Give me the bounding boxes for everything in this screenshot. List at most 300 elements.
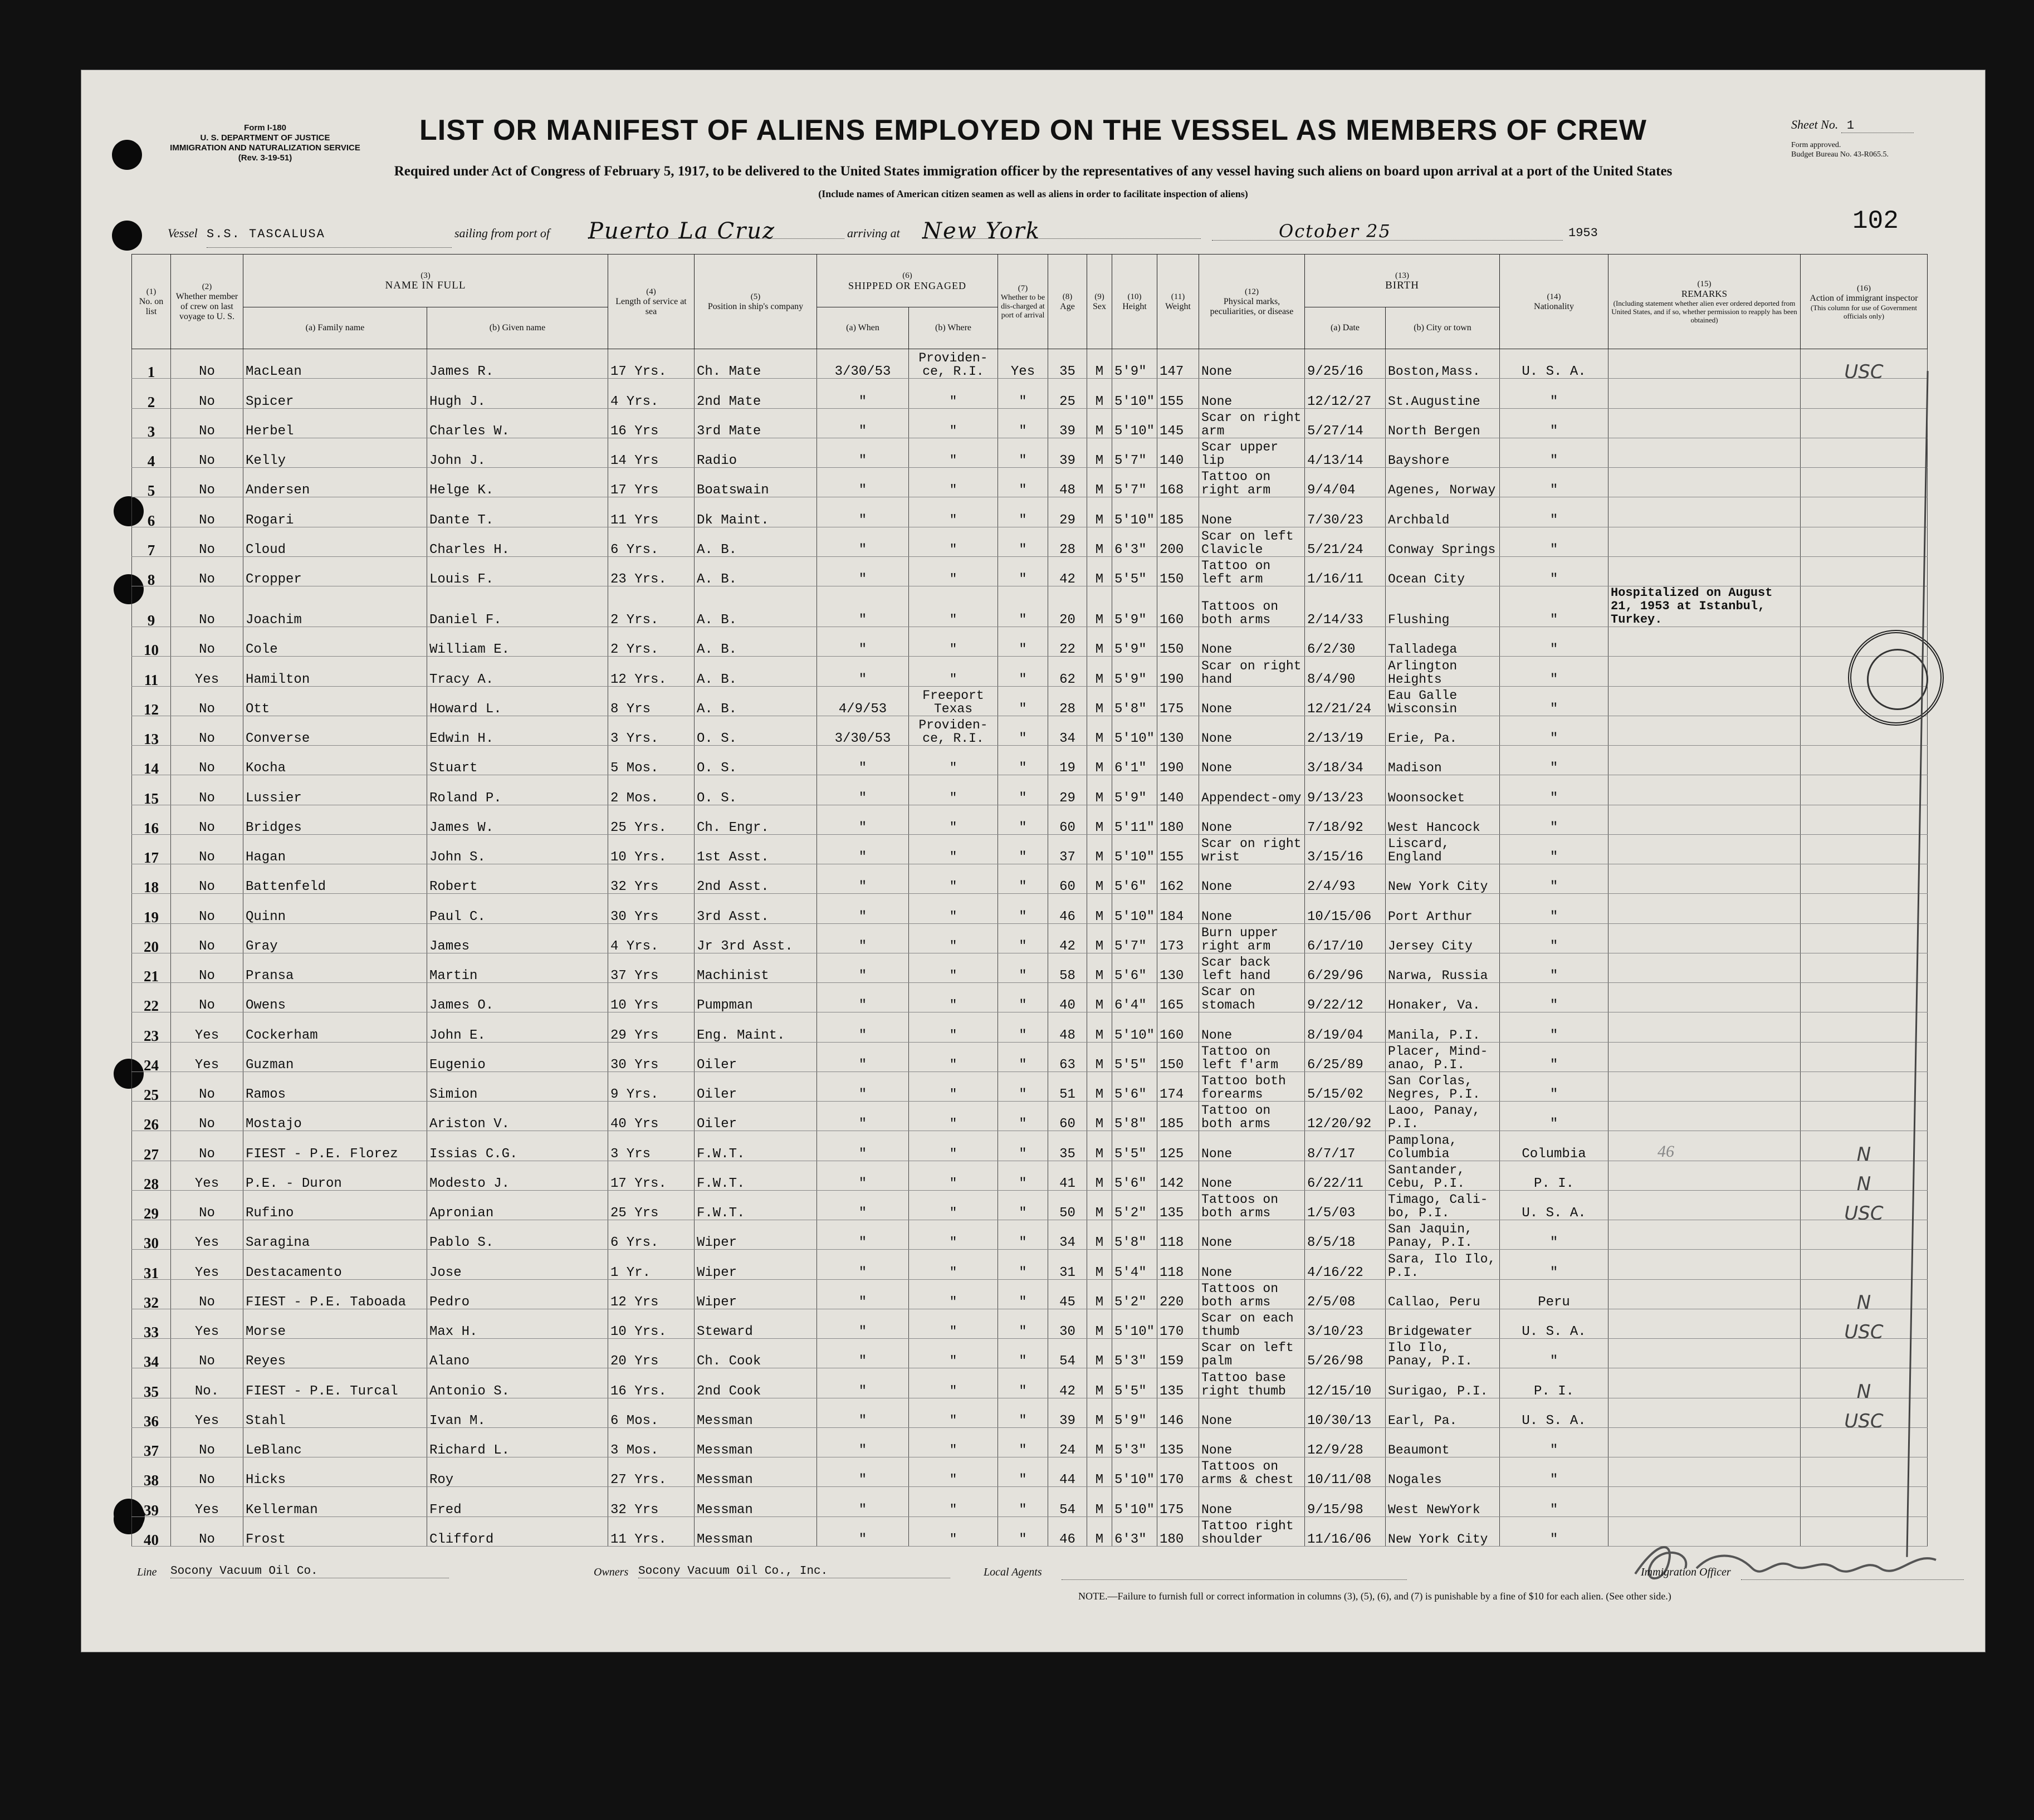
cell-weight: 165: [1157, 983, 1199, 1012]
cell-row-number: 7: [132, 527, 171, 556]
cell-family-name: Ramos: [243, 1072, 427, 1101]
cell-weight: 170: [1157, 1309, 1199, 1338]
cell-physical-marks: Scar on left palm: [1199, 1339, 1305, 1368]
cell-discharged: ": [998, 1339, 1048, 1368]
cell-service-length: 37 Yrs: [608, 953, 695, 982]
cell-given-name: Edwin H.: [427, 716, 608, 745]
cell-height: 5'7": [1112, 468, 1157, 497]
cell-family-name: Rogari: [243, 497, 427, 527]
table-row: [132, 894, 1928, 923]
cell-height: 5'5": [1112, 1368, 1157, 1398]
cell-inspector-action: [1801, 586, 1928, 627]
cell-last-voyage: No: [171, 746, 243, 775]
cell-position: Oiler: [695, 1072, 817, 1101]
cell-nationality: ": [1500, 1220, 1608, 1250]
cell-given-name: William E.: [427, 627, 608, 657]
cell-family-name: Cockerham: [243, 1012, 427, 1042]
cell-nationality: ": [1500, 379, 1608, 408]
cell-birth-city: West NewYork: [1386, 1487, 1500, 1516]
cell-birth-city: Bayshore: [1386, 438, 1500, 467]
cell-age: 37: [1048, 834, 1087, 864]
cell-sex: M: [1087, 527, 1112, 556]
cell-height: 5'5": [1112, 1131, 1157, 1161]
cell-shipped-where: ": [909, 775, 998, 805]
cell-given-name: James: [427, 923, 608, 953]
cell-physical-marks: Tattoo on both arms: [1199, 1102, 1305, 1131]
cell-birth-date: 6/29/96: [1305, 953, 1386, 982]
cell-last-voyage: Yes: [171, 1012, 243, 1042]
col-header-action: (16) Action of immigrant inspector (This column for use of Government officials only): [1801, 255, 1928, 349]
cell-birth-city: Placer, Mind-anao, P.I.: [1386, 1042, 1500, 1072]
table-row: [132, 1161, 1928, 1190]
cell-weight: 125: [1157, 1131, 1199, 1161]
cell-service-length: 16 Yrs: [608, 408, 695, 438]
cell-birth-date: 9/15/98: [1305, 1487, 1386, 1516]
cell-height: 5'10": [1112, 379, 1157, 408]
cell-birth-city: Santander, Cebu, P.I.: [1386, 1161, 1500, 1190]
cell-last-voyage: No: [171, 497, 243, 527]
cell-birth-date: 5/21/24: [1305, 527, 1386, 556]
cell-sex: M: [1087, 657, 1112, 686]
cell-birth-city: Flushing: [1386, 586, 1500, 627]
table-row: [132, 527, 1928, 556]
footer-line: [137, 1563, 1975, 1585]
cell-remarks: [1608, 1012, 1801, 1042]
vessel-name: S.S. TASCALUSA: [207, 227, 452, 248]
cell-remarks: [1608, 627, 1801, 657]
cell-height: 5'8": [1112, 1220, 1157, 1250]
cell-row-number: 17: [132, 834, 171, 864]
cell-family-name: Saragina: [243, 1220, 427, 1250]
cell-nationality: ": [1500, 894, 1608, 923]
cell-weight: 174: [1157, 1072, 1199, 1101]
cell-nationality: ": [1500, 923, 1608, 953]
cell-birth-city: North Bergen: [1386, 408, 1500, 438]
cell-height: 5'9": [1112, 349, 1157, 379]
cell-remarks: [1608, 379, 1801, 408]
cell-nationality: U. S. A.: [1500, 1190, 1608, 1220]
cell-row-number: 21: [132, 953, 171, 982]
cell-given-name: Howard L.: [427, 686, 608, 716]
cell-position: 1st Asst.: [695, 834, 817, 864]
cell-height: 5'10": [1112, 894, 1157, 923]
cell-height: 5'10": [1112, 716, 1157, 745]
cell-last-voyage: No.: [171, 1368, 243, 1398]
cell-age: 44: [1048, 1457, 1087, 1487]
crew-table-body: [132, 349, 1928, 1547]
col-header-shipped: (6) SHIPPED OR ENGAGED: [817, 255, 998, 307]
cell-discharged: ": [998, 1190, 1048, 1220]
cell-given-name: Eugenio: [427, 1042, 608, 1072]
cell-service-length: 25 Yrs.: [608, 805, 695, 834]
cell-age: 25: [1048, 379, 1087, 408]
cell-shipped-when: ": [817, 586, 909, 627]
cell-weight: 142: [1157, 1161, 1199, 1190]
agents-value: [1062, 1565, 1407, 1580]
cell-weight: 145: [1157, 408, 1199, 438]
cell-physical-marks: Tattoos on both arms: [1199, 1279, 1305, 1309]
cell-discharged: ": [998, 805, 1048, 834]
cell-weight: 170: [1157, 1457, 1199, 1487]
cell-height: 5'7": [1112, 923, 1157, 953]
cell-inspector-action: N: [1801, 1279, 1928, 1309]
cell-nationality: ": [1500, 775, 1608, 805]
cell-inspector-action: [1801, 1339, 1928, 1368]
cell-weight: 180: [1157, 805, 1199, 834]
cell-inspector-action: [1801, 497, 1928, 527]
cell-nationality: ": [1500, 657, 1608, 686]
cell-remarks: [1608, 657, 1801, 686]
cell-service-length: 9 Yrs.: [608, 1072, 695, 1101]
cell-family-name: Cropper: [243, 556, 427, 586]
cell-inspector-action: N: [1801, 1161, 1928, 1190]
col-header-remarks: (15) REMARKS (Including statement whether alien ever ordered deported from United States, and if so, whether permission to reapply has been obtained): [1608, 255, 1801, 349]
cell-physical-marks: None: [1199, 805, 1305, 834]
cell-weight: 160: [1157, 1012, 1199, 1042]
cell-birth-date: 4/13/14: [1305, 438, 1386, 467]
cell-age: 48: [1048, 1012, 1087, 1042]
cell-nationality: ": [1500, 586, 1608, 627]
cell-sex: M: [1087, 1457, 1112, 1487]
cell-row-number: 1: [132, 349, 171, 379]
cell-sex: M: [1087, 497, 1112, 527]
cell-family-name: Frost: [243, 1516, 427, 1546]
cell-shipped-when: ": [817, 864, 909, 894]
cell-shipped-when: ": [817, 1012, 909, 1042]
cell-discharged: ": [998, 408, 1048, 438]
cell-nationality: ": [1500, 1516, 1608, 1546]
cell-birth-city: Timago, Cali-bo, P.I.: [1386, 1190, 1500, 1220]
cell-birth-city: Conway Springs: [1386, 527, 1500, 556]
cell-discharged: ": [998, 556, 1048, 586]
cell-discharged: ": [998, 953, 1048, 982]
cell-discharged: ": [998, 1309, 1048, 1338]
table-row: [132, 983, 1928, 1012]
cell-service-length: 12 Yrs.: [608, 657, 695, 686]
cell-family-name: Gray: [243, 923, 427, 953]
table-row: [132, 586, 1928, 627]
officer-label: Immigration Officer: [1641, 1566, 1731, 1578]
cell-birth-city: Woonsocket: [1386, 775, 1500, 805]
cell-physical-marks: Tattoo on right arm: [1199, 468, 1305, 497]
cell-shipped-when: ": [817, 497, 909, 527]
cell-age: 54: [1048, 1487, 1087, 1516]
table-row: [132, 1487, 1928, 1516]
cell-physical-marks: None: [1199, 1398, 1305, 1427]
cell-shipped-when: ": [817, 657, 909, 686]
table-row: [132, 775, 1928, 805]
cell-weight: 185: [1157, 1102, 1199, 1131]
cell-shipped-when: ": [817, 1220, 909, 1250]
cell-given-name: Daniel F.: [427, 586, 608, 627]
cell-height: 5'7": [1112, 438, 1157, 467]
col-header-last-voyage: (2) Whether member of crew on last voyage to U. S.: [171, 255, 243, 349]
cell-inspector-action: N: [1801, 1131, 1928, 1161]
cell-physical-marks: None: [1199, 1131, 1305, 1161]
cell-sex: M: [1087, 686, 1112, 716]
cell-birth-date: 6/25/89: [1305, 1042, 1386, 1072]
document-subnote: (Include names of American citizen seamen as well as aliens in order to facilitate inspection of aliens): [818, 188, 1248, 199]
cell-birth-date: 1/16/11: [1305, 556, 1386, 586]
cell-shipped-where: ": [909, 556, 998, 586]
cell-given-name: Alano: [427, 1339, 608, 1368]
cell-sex: M: [1087, 894, 1112, 923]
cell-weight: 135: [1157, 1427, 1199, 1457]
cell-service-length: 20 Yrs: [608, 1339, 695, 1368]
table-row: [132, 834, 1928, 864]
cell-weight: 162: [1157, 864, 1199, 894]
cell-given-name: Pablo S.: [427, 1220, 608, 1250]
cell-shipped-where: ": [909, 1220, 998, 1250]
cell-row-number: 15: [132, 775, 171, 805]
cell-physical-marks: None: [1199, 1250, 1305, 1279]
cell-inspector-action: [1801, 864, 1928, 894]
cell-row-number: 13: [132, 716, 171, 745]
cell-weight: 200: [1157, 527, 1199, 556]
cell-weight: 135: [1157, 1190, 1199, 1220]
table-row: [132, 1398, 1928, 1427]
cell-shipped-when: ": [817, 1427, 909, 1457]
owners-label: Owners: [594, 1566, 629, 1578]
cell-shipped-when: ": [817, 1339, 909, 1368]
cell-sex: M: [1087, 1279, 1112, 1309]
cell-nationality: ": [1500, 864, 1608, 894]
cell-remarks: [1608, 1220, 1801, 1250]
cell-physical-marks: Tattoos on arms & chest: [1199, 1457, 1305, 1487]
col-header-marks: (12) Physical marks, peculiarities, or disease: [1199, 255, 1305, 349]
cell-service-length: 4 Yrs.: [608, 379, 695, 408]
cell-birth-date: 7/18/92: [1305, 805, 1386, 834]
cell-nationality: ": [1500, 716, 1608, 745]
cell-physical-marks: Scar on stomach: [1199, 983, 1305, 1012]
cell-given-name: Dante T.: [427, 497, 608, 527]
cell-discharged: ": [998, 1398, 1048, 1427]
col-header-when: (a) When: [817, 307, 909, 349]
cell-position: F.W.T.: [695, 1161, 817, 1190]
table-row: [132, 864, 1928, 894]
table-row: [132, 1368, 1928, 1398]
cell-given-name: Charles H.: [427, 527, 608, 556]
cell-position: 2nd Asst.: [695, 864, 817, 894]
cell-service-length: 12 Yrs: [608, 1279, 695, 1309]
cell-row-number: 31: [132, 1250, 171, 1279]
cell-shipped-where: ": [909, 1190, 998, 1220]
cell-remarks: [1608, 894, 1801, 923]
cell-birth-date: 2/4/93: [1305, 864, 1386, 894]
cell-birth-date: 9/22/12: [1305, 983, 1386, 1012]
cell-shipped-when: ": [817, 438, 909, 467]
cell-family-name: Owens: [243, 983, 427, 1012]
cell-height: 5'6": [1112, 953, 1157, 982]
cell-shipped-where: ": [909, 1131, 998, 1161]
table-row: [132, 468, 1928, 497]
cell-height: 6'1": [1112, 746, 1157, 775]
cell-age: 29: [1048, 497, 1087, 527]
consulate-stamp: [1848, 630, 1944, 726]
cell-physical-marks: Tattoo both forearms: [1199, 1072, 1305, 1101]
owners-value: Socony Vacuum Oil Co., Inc.: [638, 1565, 950, 1578]
cell-service-length: 5 Mos.: [608, 746, 695, 775]
cell-inspector-action: [1801, 953, 1928, 982]
cell-row-number: 38: [132, 1457, 171, 1487]
cell-weight: 175: [1157, 686, 1199, 716]
cell-inspector-action: [1801, 556, 1928, 586]
cell-physical-marks: None: [1199, 686, 1305, 716]
cell-sex: M: [1087, 983, 1112, 1012]
cell-shipped-where: Providen-ce, R.I.: [909, 349, 998, 379]
cell-height: 5'4": [1112, 1250, 1157, 1279]
cell-inspector-action: [1801, 379, 1928, 408]
cell-family-name: FIEST - P.E. Florez: [243, 1131, 427, 1161]
cell-service-length: 1 Yr.: [608, 1250, 695, 1279]
approval-note: [1791, 140, 1889, 159]
cell-given-name: Hugh J.: [427, 379, 608, 408]
document-subtitle: Required under Act of Congress of February 5, 1917, to be delivered to the United States immigration officer by the representatives of any vessel having such aliens on board upon arrival at a port of the United States: [394, 164, 1673, 179]
cell-height: 5'10": [1112, 1012, 1157, 1042]
cell-shipped-when: ": [817, 1102, 909, 1131]
cell-position: Boatswain: [695, 468, 817, 497]
cell-last-voyage: Yes: [171, 1220, 243, 1250]
cell-physical-marks: None: [1199, 1220, 1305, 1250]
cell-service-length: 6 Mos.: [608, 1398, 695, 1427]
cell-age: 29: [1048, 775, 1087, 805]
cell-given-name: John S.: [427, 834, 608, 864]
table-row: [132, 1012, 1928, 1042]
cell-service-length: 17 Yrs.: [608, 1161, 695, 1190]
cell-shipped-when: ": [817, 1516, 909, 1546]
cell-shipped-where: ": [909, 408, 998, 438]
cell-nationality: Columbia: [1500, 1131, 1608, 1161]
cell-sex: M: [1087, 1309, 1112, 1338]
cell-inspector-action: [1801, 1102, 1928, 1131]
cell-row-number: 6: [132, 497, 171, 527]
cell-height: 6'3": [1112, 1516, 1157, 1546]
cell-inspector-action: USC: [1801, 1190, 1928, 1220]
cell-service-length: 3 Yrs.: [608, 716, 695, 745]
cell-given-name: Max H.: [427, 1309, 608, 1338]
cell-service-length: 11 Yrs: [608, 497, 695, 527]
cell-remarks: [1608, 1368, 1801, 1398]
cell-shipped-when: ": [817, 775, 909, 805]
cell-sex: M: [1087, 1012, 1112, 1042]
cell-weight: 135: [1157, 1368, 1199, 1398]
cell-given-name: Charles W.: [427, 408, 608, 438]
cell-age: 34: [1048, 716, 1087, 745]
cell-sex: M: [1087, 586, 1112, 627]
cell-weight: 184: [1157, 894, 1199, 923]
table-row: [132, 1042, 1928, 1072]
cell-shipped-where: ": [909, 1487, 998, 1516]
cell-nationality: ": [1500, 834, 1608, 864]
cell-last-voyage: No: [171, 1339, 243, 1368]
cell-height: 6'4": [1112, 983, 1157, 1012]
cell-remarks: [1608, 864, 1801, 894]
cell-inspector-action: [1801, 1012, 1928, 1042]
cell-weight: 173: [1157, 923, 1199, 953]
cell-position: 2nd Mate: [695, 379, 817, 408]
cell-remarks: [1608, 1250, 1801, 1279]
cell-discharged: ": [998, 527, 1048, 556]
cell-age: 62: [1048, 657, 1087, 686]
cell-physical-marks: None: [1199, 349, 1305, 379]
cell-birth-date: 5/26/98: [1305, 1339, 1386, 1368]
cell-birth-city: Ilo Ilo, Panay, P.I.: [1386, 1339, 1500, 1368]
table-row: [132, 438, 1928, 467]
cell-shipped-when: ": [817, 408, 909, 438]
approval-line: Budget Bureau No. 43-R065.5.: [1791, 150, 1889, 159]
cell-family-name: Kellerman: [243, 1487, 427, 1516]
cell-last-voyage: No: [171, 1516, 243, 1546]
cell-last-voyage: No: [171, 983, 243, 1012]
cell-birth-city: Erie, Pa.: [1386, 716, 1500, 745]
cell-row-number: 2: [132, 379, 171, 408]
cell-weight: 147: [1157, 349, 1199, 379]
header-row-top: [132, 255, 1928, 307]
cell-weight: 159: [1157, 1339, 1199, 1368]
cell-height: 5'10": [1112, 1457, 1157, 1487]
footer-note: NOTE.—Failure to furnish full or correct information in columns (3), (5), (6), and (7) is punishable by a fine of $10 for each alien. (See other side.): [1078, 1591, 1671, 1602]
col-header-discharged: (7) Whether to be dis-charged at port of arrival: [998, 255, 1048, 349]
cell-given-name: John J.: [427, 438, 608, 467]
cell-birth-date: 5/15/02: [1305, 1072, 1386, 1101]
cell-physical-marks: Scar back left hand: [1199, 953, 1305, 982]
cell-shipped-where: ": [909, 1279, 998, 1309]
cell-family-name: FIEST - P.E. Turcal: [243, 1368, 427, 1398]
table-row: [132, 1279, 1928, 1309]
cell-service-length: 3 Mos.: [608, 1427, 695, 1457]
cell-height: 6'3": [1112, 527, 1157, 556]
col-header-birth-date: (a) Date: [1305, 307, 1386, 349]
cell-physical-marks: None: [1199, 1161, 1305, 1190]
cell-sex: M: [1087, 953, 1112, 982]
cell-inspector-action: [1801, 775, 1928, 805]
cell-inspector-action: N: [1801, 1368, 1928, 1398]
cell-discharged: ": [998, 716, 1048, 745]
cell-height: 5'5": [1112, 1042, 1157, 1072]
table-row: [132, 746, 1928, 775]
cell-last-voyage: Yes: [171, 1398, 243, 1427]
cell-birth-city: Pamplona, Columbia: [1386, 1131, 1500, 1161]
cell-family-name: FIEST - P.E. Taboada: [243, 1279, 427, 1309]
cell-last-voyage: No: [171, 586, 243, 627]
cell-height: 5'6": [1112, 864, 1157, 894]
cell-nationality: ": [1500, 1457, 1608, 1487]
cell-family-name: Hicks: [243, 1457, 427, 1487]
cell-shipped-when: ": [817, 1161, 909, 1190]
cell-birth-city: Eau Galle Wisconsin: [1386, 686, 1500, 716]
table-row: [132, 1190, 1928, 1220]
cell-weight: 150: [1157, 1042, 1199, 1072]
cell-discharged: ": [998, 627, 1048, 657]
cell-birth-date: 12/21/24: [1305, 686, 1386, 716]
cell-discharged: ": [998, 834, 1048, 864]
cell-nationality: ": [1500, 805, 1608, 834]
cell-shipped-where: ": [909, 1457, 998, 1487]
cell-height: 5'3": [1112, 1339, 1157, 1368]
cell-inspector-action: USC: [1801, 1398, 1928, 1427]
cell-sex: M: [1087, 775, 1112, 805]
cell-family-name: Spicer: [243, 379, 427, 408]
cell-row-number: 28: [132, 1161, 171, 1190]
cell-nationality: ": [1500, 1012, 1608, 1042]
cell-birth-date: 10/11/08: [1305, 1457, 1386, 1487]
cell-birth-city: San Corlas, Negres, P.I.: [1386, 1072, 1500, 1101]
cell-row-number: 8: [132, 556, 171, 586]
cell-service-length: 2 Mos.: [608, 775, 695, 805]
cell-height: 5'10": [1112, 497, 1157, 527]
cell-age: 60: [1048, 864, 1087, 894]
cell-row-number: 33: [132, 1309, 171, 1338]
